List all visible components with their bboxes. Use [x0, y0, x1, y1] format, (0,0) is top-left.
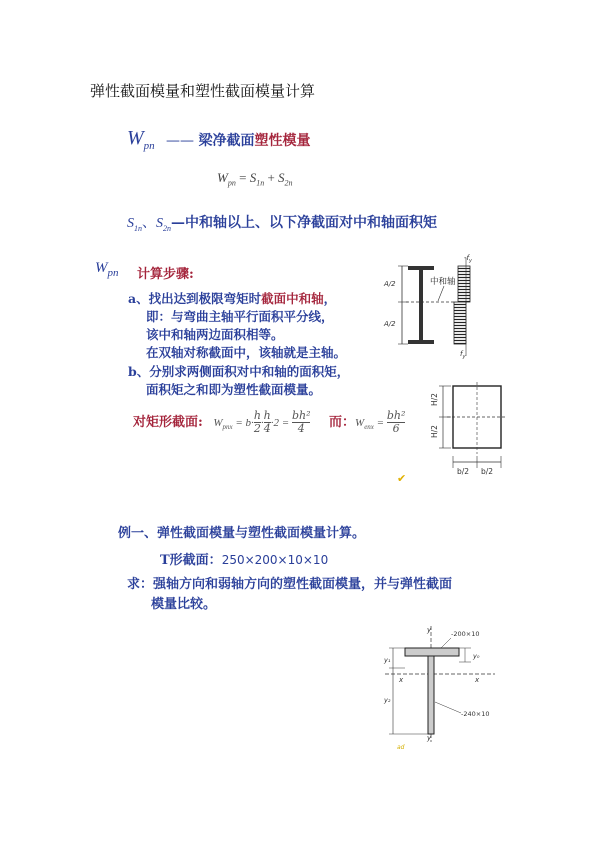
- y-bottom-label: y: [427, 734, 432, 742]
- step-b-line2: 面积矩之和即为塑性截面模量。: [146, 382, 322, 397]
- step-a-line3: 该中和轴两边面积相等。: [146, 327, 284, 342]
- x-right-label: x: [475, 676, 480, 684]
- steps-symbol: $W_{pn}$: [95, 260, 119, 279]
- example-section: T形截面：250×200×10×10: [160, 553, 329, 568]
- stress-block-bottom: [454, 302, 466, 344]
- step-a-line2: 即：与弯曲主轴平行面积平分线，: [146, 309, 334, 324]
- ibeam-web: [419, 270, 423, 340]
- x-left-label: x: [399, 676, 404, 684]
- steps-heading: 计算步骤:: [137, 267, 194, 282]
- ibeam-bottom-flange: [408, 340, 434, 344]
- b-half-left: b/2: [457, 467, 470, 476]
- rect-section-figure: [425, 380, 515, 480]
- rect-formula: 对矩形截面: $W_{pnx} = b\cdot$ $\frac{h}{2}$ · $\frac{h}{4}$ ·2 = $\frac{\text{bh²}}{4}$ 而：$W_{enx}$ = $\frac{\text{bh²}}{6}$: [133, 409, 406, 435]
- flange-dim-label: -200×10: [451, 630, 480, 638]
- bottom-stress-label: $f_y$: [460, 350, 466, 360]
- neutral-axis-label: 中和轴: [430, 277, 456, 287]
- example-requirement: 求：强轴方向和弱轴方向的塑性截面模量，并与弹性截面 模量比较。: [127, 577, 453, 612]
- y2-label: y₂: [384, 696, 391, 704]
- check-mark: ✔: [397, 472, 407, 485]
- tee-web: [428, 656, 434, 734]
- top-stress-label: $-f_y$: [464, 254, 472, 264]
- page-title: 弹性截面模量和塑性截面模量计算: [90, 82, 316, 100]
- ibeam-top-flange: [408, 266, 434, 270]
- b-half-right: b/2: [481, 467, 494, 476]
- wpn-definition: —— 梁净截面塑性模量: [166, 133, 311, 149]
- wpn-formula: $W_{pn} = S_{1n} + S_{2n}$: [217, 170, 293, 188]
- tee-section-figure: [375, 622, 505, 752]
- half-area-bottom: A/2: [384, 320, 396, 328]
- tee-flange: [405, 648, 459, 656]
- area-moment-definition: $S_{1n}$、$S_{2n}—$中和轴以上、以下净截面对中和轴面积矩: [127, 215, 437, 233]
- yc-label: y₀: [473, 652, 480, 660]
- y1-label: y₁: [384, 656, 391, 664]
- half-area-top: A/2: [384, 280, 396, 288]
- ibeam-stress-figure: [378, 252, 498, 360]
- step-a-line4: 在双轴对称截面中，该轴就是主轴。: [146, 345, 347, 360]
- h-half-top: H/2: [430, 393, 439, 406]
- step-a-line1: a、找出达到极限弯矩时截面中和轴，: [128, 291, 337, 306]
- stress-block-top: [458, 266, 470, 302]
- tee-mark: ad: [397, 744, 405, 751]
- y-top-label: y: [427, 626, 432, 634]
- web-dim-label: -240×10: [461, 710, 490, 718]
- h-half-bottom: H/2: [430, 425, 439, 438]
- example-title: 例一、弹性截面模量与塑性截面模量计算。: [118, 526, 366, 541]
- step-b-line1: b、分别求两侧面积对中和轴的面积矩，: [128, 364, 350, 379]
- wpn-symbol: $W_{pn}$: [127, 127, 155, 152]
